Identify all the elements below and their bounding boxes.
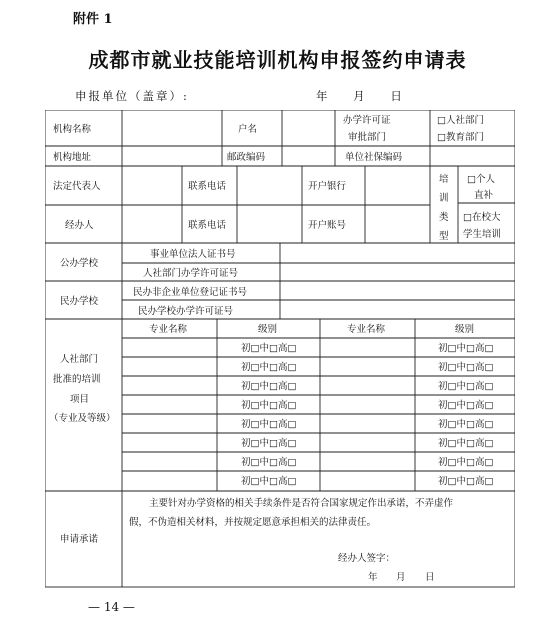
attachment-label: 附件 1 xyxy=(73,12,113,27)
level-option[interactable]: 初□中□高□ xyxy=(438,400,494,411)
training-type-char-3: 类 xyxy=(439,212,449,223)
private-school-label: 民办学校 xyxy=(60,296,99,307)
approved-items-line3: 项目 xyxy=(70,394,90,405)
level-option[interactable]: 初□中□高□ xyxy=(438,476,494,487)
application-form-table xyxy=(45,110,515,588)
type-individual-sub: 直补 xyxy=(474,190,494,201)
training-type-char-2: 训 xyxy=(439,193,449,204)
license-label-line1: 办学许可证 xyxy=(343,115,391,126)
date-year: 年 xyxy=(316,89,328,103)
level-option[interactable]: 初□中□高□ xyxy=(438,419,494,430)
level-option[interactable]: 初□中□高□ xyxy=(438,343,494,354)
application-date xyxy=(316,88,402,104)
level-options-left xyxy=(241,342,296,487)
private-cert2-label: 民办学校办学许可证号 xyxy=(138,306,234,317)
level-option[interactable]: 初□中□高□ xyxy=(241,400,297,411)
level-option[interactable]: 初□中□高□ xyxy=(241,381,297,392)
approved-items-line1: 人社部门 xyxy=(60,354,99,365)
level-option[interactable]: 初□中□高□ xyxy=(241,457,297,468)
level-option[interactable]: 初□中□高□ xyxy=(438,381,494,392)
private-cert1-label: 民办非企业单位登记证书号 xyxy=(133,287,248,298)
sign-month: 月 xyxy=(396,572,406,583)
type-student-checkbox[interactable]: □在校大 xyxy=(463,212,501,223)
commitment-text-line2: 假，不伪造相关材料，并按规定愿意承担相关的法律责任。 xyxy=(129,517,377,528)
level-option[interactable]: 初□中□高□ xyxy=(241,476,297,487)
hr-dept-checkbox[interactable]: □人社部门 xyxy=(437,115,484,126)
postal-code-label: 邮政编码 xyxy=(227,152,266,163)
handler-signature-label: 经办人签字： xyxy=(338,553,396,564)
level-option[interactable]: 初□中□高□ xyxy=(241,343,297,354)
level-option[interactable]: 初□中□高□ xyxy=(438,362,494,373)
type-individual-checkbox[interactable]: □个人 xyxy=(467,174,495,185)
org-name-label: 机构名称 xyxy=(53,124,92,135)
public-school-label: 公办学校 xyxy=(60,258,99,269)
level-options-right xyxy=(438,342,493,487)
contact-phone2-label: 联系电话 xyxy=(188,220,227,231)
major-name-header-1: 专业名称 xyxy=(149,324,188,335)
level-option[interactable]: 初□中□高□ xyxy=(438,457,494,468)
date-day: 日 xyxy=(390,89,402,103)
license-label-line2: 审批部门 xyxy=(348,132,387,143)
level-option[interactable]: 初□中□高□ xyxy=(241,362,297,373)
approved-items-line4: （专业及等级） xyxy=(49,413,116,424)
edu-dept-checkbox[interactable]: □教育部门 xyxy=(437,132,484,143)
level-header-2: 级别 xyxy=(455,324,475,335)
commitment-text-line1: 主要针对办学资格的相关手续条件是否符合国家规定作出承诺，不弄虚作 xyxy=(149,498,454,509)
applicant-unit-label: 申报单位（盖章）: xyxy=(75,89,189,103)
contact-phone-label: 联系电话 xyxy=(188,181,227,192)
bank-account-label: 开户账号 xyxy=(308,220,347,231)
sign-day: 日 xyxy=(425,572,435,583)
approved-items-line2: 批准的培训 xyxy=(53,374,101,385)
level-option[interactable]: 初□中□高□ xyxy=(438,438,494,449)
date-month: 月 xyxy=(353,89,365,103)
major-name-header-2: 专业名称 xyxy=(347,324,386,335)
legal-rep-label: 法定代表人 xyxy=(53,181,101,192)
address-label: 机构地址 xyxy=(53,152,92,163)
public-cert1-label: 事业单位法人证书号 xyxy=(150,249,236,260)
social-security-label: 单位社保编码 xyxy=(345,152,403,163)
commitment-label: 申请承诺 xyxy=(60,534,99,545)
level-option[interactable]: 初□中□高□ xyxy=(241,419,297,430)
training-type-char-4: 型 xyxy=(439,231,449,242)
public-cert2-label: 人社部门办学许可证号 xyxy=(143,268,239,279)
level-header-1: 级别 xyxy=(258,324,278,335)
level-option[interactable]: 初□中□高□ xyxy=(241,438,297,449)
type-student-sub: 学生培训 xyxy=(463,229,502,240)
account-name-label: 户名 xyxy=(238,124,258,135)
form-title: 成都市就业技能培训机构申报签约申请表 xyxy=(88,48,467,72)
handler-label: 经办人 xyxy=(65,220,94,231)
sign-year: 年 xyxy=(368,572,378,583)
bank-label: 开户银行 xyxy=(308,181,347,192)
page-number: — 14 — xyxy=(88,600,135,614)
training-type-char-1: 培 xyxy=(439,174,449,185)
